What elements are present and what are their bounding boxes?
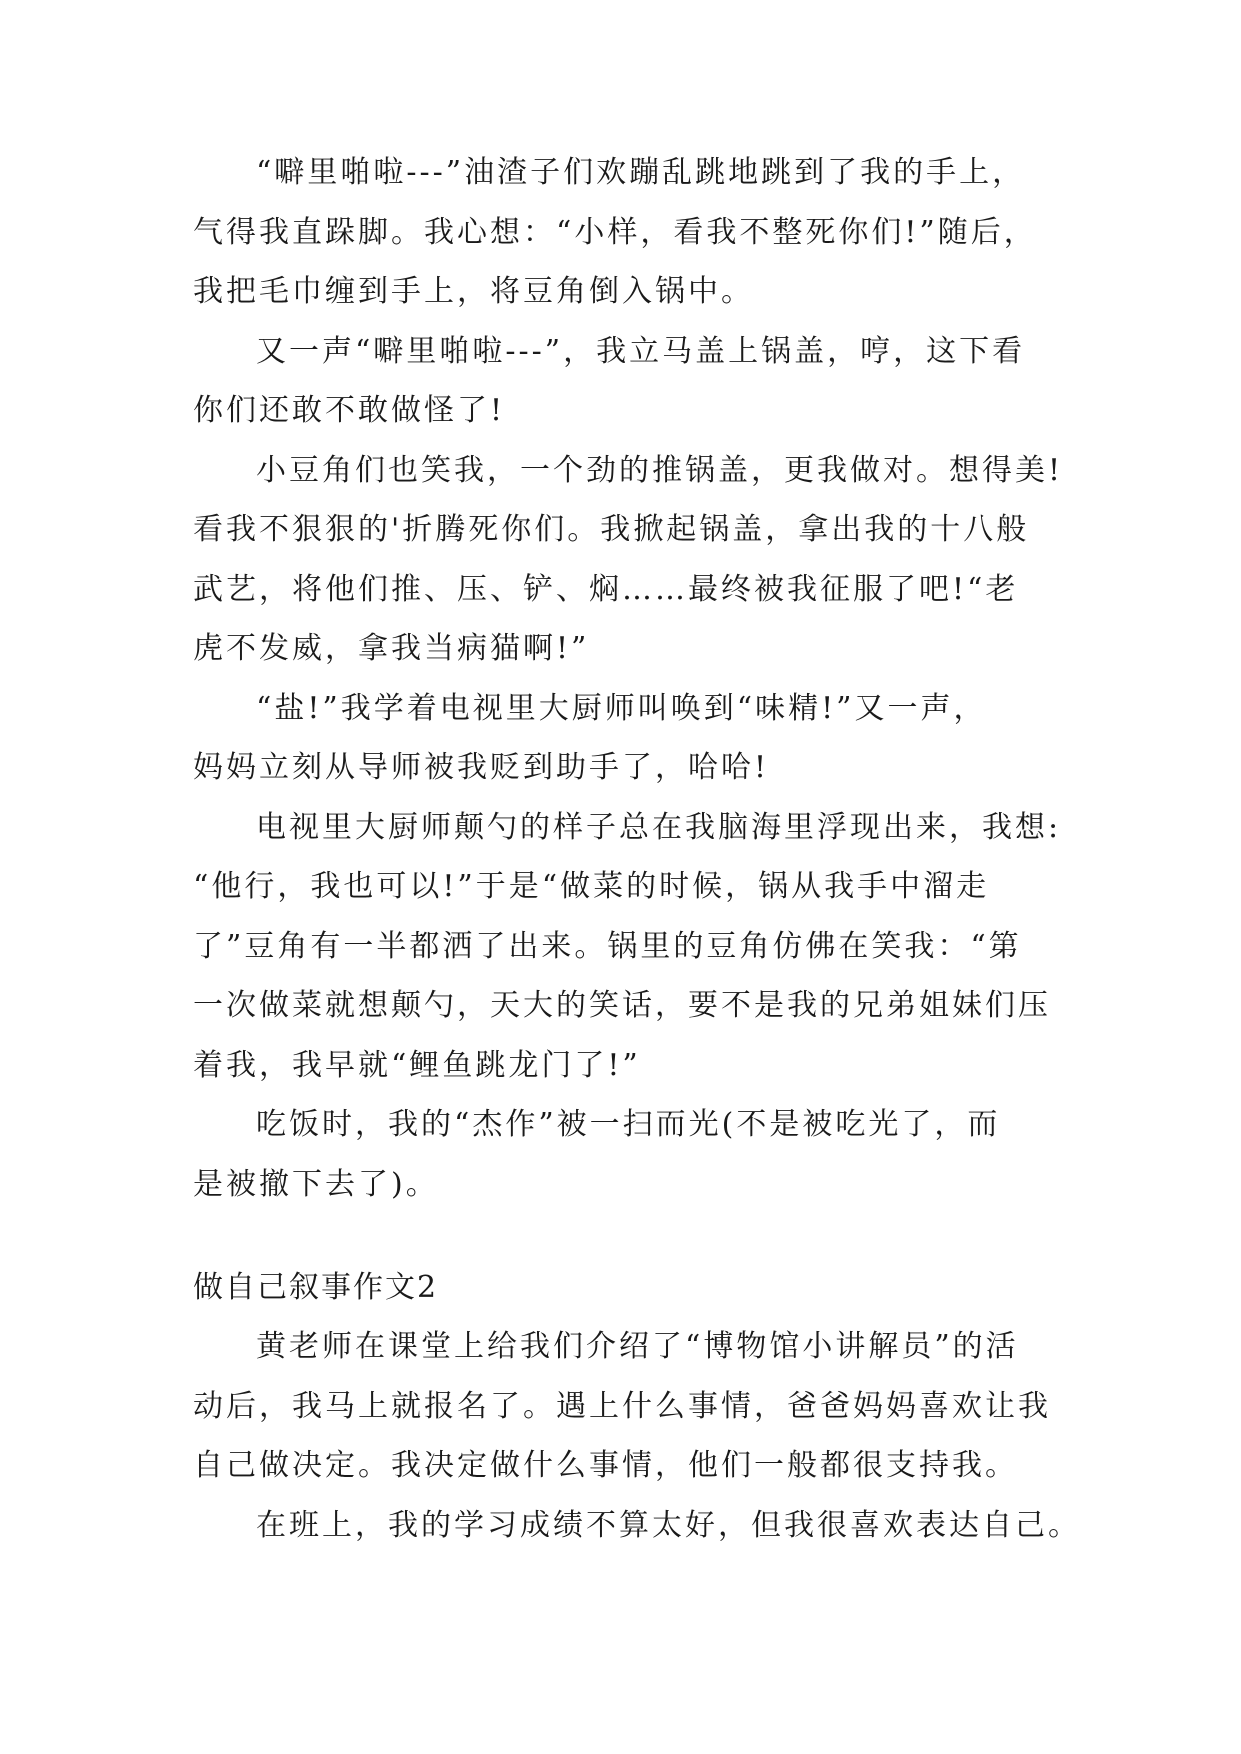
paragraph-line: 吃饭时，我的“杰作”被一扫而光(不是被吃光了，而 [256, 1107, 1001, 1142]
paragraph-line: 了”豆角有一半都洒了出来。锅里的豆角仿佛在笑我：“第 [193, 929, 1022, 964]
paragraph-line: 动后，我马上就报名了。遇上什么事情，爸爸妈妈喜欢让我 [193, 1389, 1051, 1424]
paragraph-line: 气得我直跺脚。我心想：“小样，看我不整死你们!”随后， [193, 215, 1037, 250]
paragraph-line: 又一声“噼里啪啦---”，我立马盖上锅盖，哼，这下看 [256, 334, 1026, 369]
paragraph-line: 着我，我早就“鲤鱼跳龙门了!” [193, 1048, 641, 1083]
paragraph-line: 电视里大厨师颠勺的样子总在我脑海里浮现出来，我想: [256, 810, 1062, 845]
paragraph-line: 黄老师在课堂上给我们介绍了“博物馆小讲解员”的活 [256, 1329, 1019, 1364]
paragraph-line: 我把毛巾缠到手上，将豆角倒入锅中。 [193, 274, 754, 309]
paragraph-line: “他行，我也可以!”于是“做菜的时候，锅从我手中溜走 [193, 869, 990, 904]
paragraph-line: 武艺，将他们推、压、铲、焖……最终被我征服了吧!“老 [193, 572, 1019, 607]
paragraph-line: 自己做决定。我决定做什么事情，他们一般都很支持我。 [193, 1448, 1018, 1483]
paragraph-line: “盐!”我学着电视里大厨师叫唤到“味精!”又一声， [256, 691, 987, 726]
paragraph-line: 是被撤下去了)。 [193, 1167, 439, 1202]
paragraph-line: 看我不狠狠的'折腾死你们。我掀起锅盖，拿出我的十八般 [193, 512, 1030, 547]
paragraph-line: 妈妈立刻从导师被我贬到助手了，哈哈! [193, 750, 770, 785]
paragraph-line: 在班上，我的学习成绩不算太好，但我很喜欢表达自己。 [256, 1508, 1081, 1543]
paragraph-line: 一次做菜就想颠勺，天大的笑话，要不是我的兄弟姐妹们压 [193, 988, 1051, 1023]
section-heading: 做自己叙事作文2 [193, 1270, 439, 1305]
paragraph-line: 你们还敢不敢做怪了! [193, 393, 506, 428]
paragraph-line: “噼里啪啦---”油渣子们欢蹦乱跳地跳到了我的手上， [256, 155, 1026, 190]
paragraph-line: 虎不发威，拿我当病猫啊!” [193, 631, 590, 666]
paragraph-line: 小豆角们也笑我，一个劲的推锅盖，更我做对。想得美! [256, 453, 1064, 488]
